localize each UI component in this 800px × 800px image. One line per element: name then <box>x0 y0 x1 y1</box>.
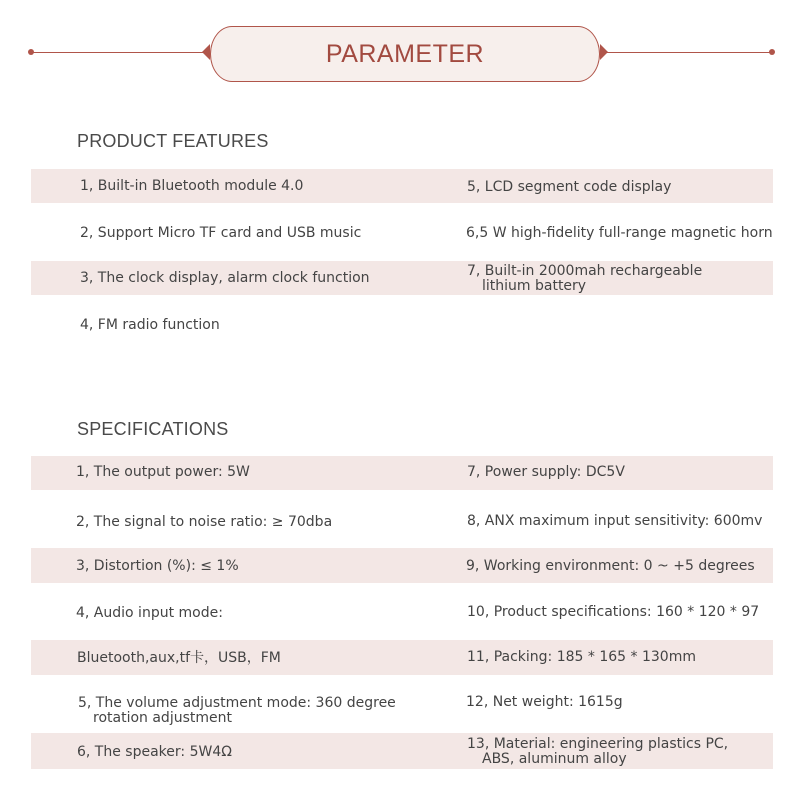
feature-item: 2, Support Micro TF card and USB music <box>80 225 362 241</box>
header-rule-left-dot <box>28 49 34 55</box>
header-rule-right-dot <box>769 49 775 55</box>
spec-item: Bluetooth,aux,tf卡，USB，FM <box>77 650 281 666</box>
feature-item: 5, LCD segment code display <box>467 179 672 195</box>
spec-item: 11, Packing: 185 * 165 * 130mm <box>467 649 696 665</box>
header-rule-left <box>31 52 206 53</box>
feature-item: 3, The clock display, alarm clock function <box>80 270 370 286</box>
header-badge-left-point <box>202 44 210 60</box>
spec-item: 10, Product specifications: 160 * 120 * 97 <box>467 604 760 620</box>
spec-item: 7, Power supply: DC5V <box>467 464 625 480</box>
spec-item <box>467 737 728 767</box>
feature-item: 4, FM radio function <box>80 317 220 333</box>
feature-item-line2: lithium battery <box>482 278 587 294</box>
spec-item-line1: 13, Material: engineering plastics PC, <box>467 736 729 752</box>
features-title: PRODUCT FEATURES <box>77 131 269 151</box>
spec-item: 12, Net weight: 1615g <box>466 694 623 710</box>
specs-title: SPECIFICATIONS <box>77 419 229 439</box>
feature-item-line1: 7, Built-in 2000mah rechargeable <box>467 263 703 279</box>
spec-item: 2, The signal to noise ratio: ≥ 70dba <box>76 514 333 530</box>
spec-item <box>78 696 396 726</box>
feature-item: 1, Built-in Bluetooth module 4.0 <box>80 178 304 194</box>
feature-item: 6,5 W high-fidelity full-range magnetic horn <box>466 225 773 241</box>
spec-item: 9, Working environment: 0 ~ +5 degrees <box>466 558 755 574</box>
header-badge <box>210 26 600 82</box>
spec-item: 4, Audio input mode: <box>76 605 223 621</box>
spec-item: 6, The speaker: 5W4Ω <box>77 744 232 760</box>
feature-item <box>467 264 702 294</box>
spec-item: 8, ANX maximum input sensitivity: 600mv <box>467 513 763 529</box>
spec-item-line1: 5, The volume adjustment mode: 360 degree <box>78 695 396 711</box>
header-rule-right <box>604 52 772 53</box>
spec-item: 3, Distortion (%): ≤ 1% <box>76 558 239 574</box>
spec-item-line2: ABS, aluminum alloy <box>482 751 627 767</box>
spec-item: 1, The output power: 5W <box>76 464 250 480</box>
header-badge-right-point <box>600 44 608 60</box>
spec-item-line2: rotation adjustment <box>93 710 232 726</box>
page-title: PARAMETER <box>325 39 485 68</box>
